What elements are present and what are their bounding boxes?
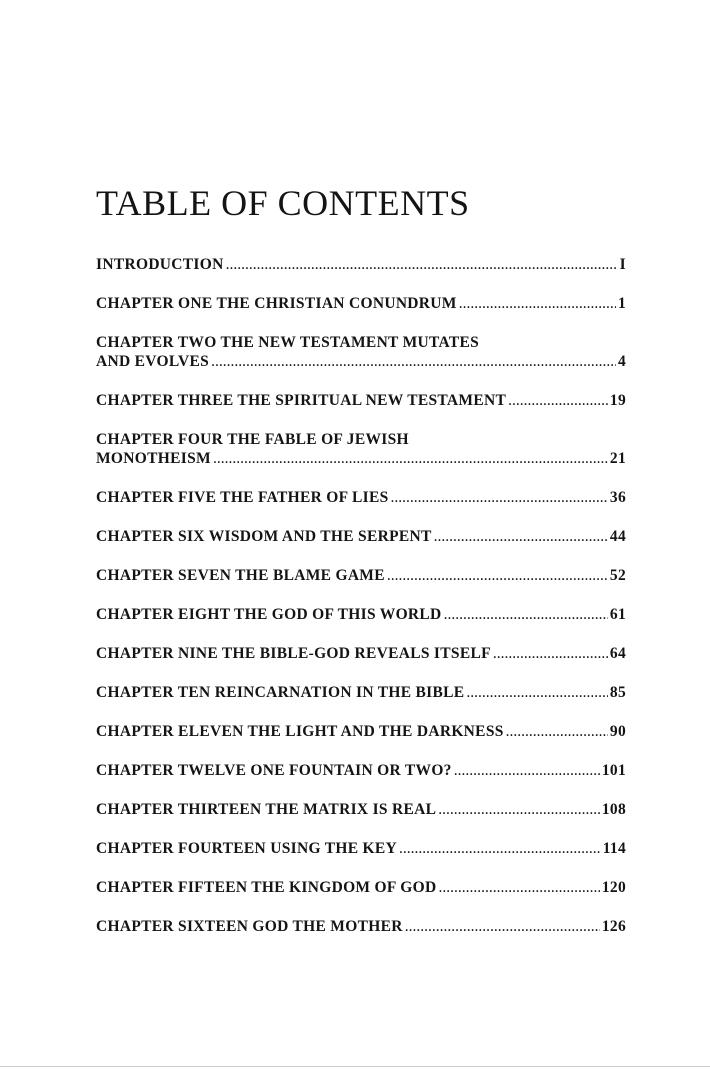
dot-leader [391, 488, 608, 507]
toc-entry-line [96, 391, 626, 410]
toc-entry-page: 52 [609, 567, 626, 584]
toc-entry-title: CHAPTER SEVEN THE BLAME GAME [96, 567, 385, 584]
toc-entry-title: CHAPTER ONE THE CHRISTIAN CONUNDRUM [96, 295, 457, 312]
toc-entry-title-first-line: CHAPTER FOUR THE FABLE OF JEWISH [96, 431, 409, 448]
toc-entry[interactable] [96, 255, 626, 274]
dot-leader [438, 800, 600, 819]
toc-entry-title: CHAPTER THREE THE SPIRITUAL NEW TESTAMENT [96, 392, 507, 409]
toc-entry-page: 64 [609, 645, 626, 662]
toc-entry-line [96, 917, 626, 936]
toc-entry-title: CHAPTER FOURTEEN USING THE KEY [96, 840, 397, 857]
toc-entry-title: CHAPTER ELEVEN THE LIGHT AND THE DARKNESS [96, 723, 504, 740]
toc-entry-title: CHAPTER EIGHT THE GOD OF THIS WORLD [96, 606, 442, 623]
toc-entry-title: CHAPTER TEN REINCARNATION IN THE BIBLE [96, 684, 465, 701]
toc-entry-page: 36 [609, 489, 626, 506]
dot-leader [213, 449, 608, 468]
dot-leader [211, 352, 616, 371]
toc-entry-page: 19 [609, 392, 626, 409]
toc-entry-line [96, 722, 626, 741]
dot-leader [444, 605, 608, 624]
toc-entry-line [96, 449, 626, 468]
toc-entry-line [96, 800, 626, 819]
dot-leader [434, 527, 608, 546]
toc-entry-title: INTRODUCTION [96, 256, 224, 273]
dot-leader [508, 391, 608, 410]
toc-entry[interactable] [96, 878, 626, 897]
toc-entry[interactable] [96, 800, 626, 819]
toc-entry-title: CHAPTER FIFTEEN THE KINGDOM OF GOD [96, 879, 437, 896]
dot-leader [226, 255, 618, 274]
dot-leader [438, 878, 599, 897]
toc-entry[interactable] [96, 839, 626, 858]
dot-leader [459, 294, 616, 313]
toc-entry-page: I [619, 256, 626, 273]
toc-entry[interactable] [96, 917, 626, 936]
toc-entry[interactable] [96, 683, 626, 702]
dot-leader [466, 683, 607, 702]
toc-entry-title: CHAPTER SIXTEEN GOD THE MOTHER [96, 918, 403, 935]
dot-leader [506, 722, 608, 741]
toc-entry[interactable] [96, 294, 626, 313]
toc-entry-page: 85 [609, 684, 626, 701]
toc-entry-page: 120 [601, 879, 626, 896]
toc-entry-line [96, 488, 626, 507]
dot-leader [405, 917, 600, 936]
toc-entry-page: 126 [601, 918, 626, 935]
page-bottom-edge [0, 1066, 710, 1067]
toc-entry-title: AND EVOLVES [96, 353, 210, 370]
toc-entry-line [96, 878, 626, 897]
toc-entry-line [96, 527, 626, 546]
toc-entry-page: 4 [617, 353, 626, 370]
toc-entry-line [96, 294, 626, 313]
toc-entry-page: 21 [609, 450, 626, 467]
toc-entry-line [96, 352, 626, 371]
toc-entry-line [96, 566, 626, 585]
toc-entry[interactable] [96, 430, 626, 468]
toc-entry[interactable] [96, 488, 626, 507]
toc-entry-page: 1 [617, 295, 626, 312]
toc-entry-line [96, 605, 626, 624]
toc-entry[interactable] [96, 722, 626, 741]
toc-entry[interactable] [96, 644, 626, 663]
toc-entry-line [96, 761, 626, 780]
toc-entry[interactable] [96, 391, 626, 410]
toc-entry-line [96, 644, 626, 663]
toc-entry-line [96, 255, 626, 274]
toc-entry[interactable] [96, 761, 626, 780]
toc-entry-line [96, 839, 626, 858]
toc-entry-page: 114 [602, 840, 626, 857]
toc-entry-title: CHAPTER TWELVE ONE FOUNTAIN OR TWO? [96, 762, 452, 779]
dot-leader [493, 644, 608, 663]
toc-entry-page: 101 [601, 762, 626, 779]
dot-leader [387, 566, 608, 585]
toc-entry[interactable] [96, 566, 626, 585]
toc-entry-page: 108 [601, 801, 626, 818]
toc-entry-title: MONOTHEISM [96, 450, 211, 467]
toc-entry-title: CHAPTER NINE THE BIBLE-GOD REVEALS ITSELF [96, 645, 491, 662]
toc-entry-title-first-line: CHAPTER TWO THE NEW TESTAMENT MUTATES [96, 334, 480, 351]
toc-entry[interactable] [96, 527, 626, 546]
dot-leader [454, 761, 600, 780]
toc-entry[interactable] [96, 605, 626, 624]
page-title: TABLE OF CONTENTS [96, 183, 470, 223]
toc-entry-page: 61 [609, 606, 626, 623]
toc-entry-title: CHAPTER FIVE THE FATHER OF LIES [96, 489, 389, 506]
toc-entry-line [96, 683, 626, 702]
toc-entry[interactable] [96, 333, 626, 371]
toc-entry-title: CHAPTER THIRTEEN THE MATRIX IS REAL [96, 801, 437, 818]
toc-entry-title: CHAPTER SIX WISDOM AND THE SERPENT [96, 528, 432, 545]
dot-leader [399, 839, 601, 858]
toc-entry-page: 90 [609, 723, 626, 740]
toc-entry-page: 44 [609, 528, 626, 545]
